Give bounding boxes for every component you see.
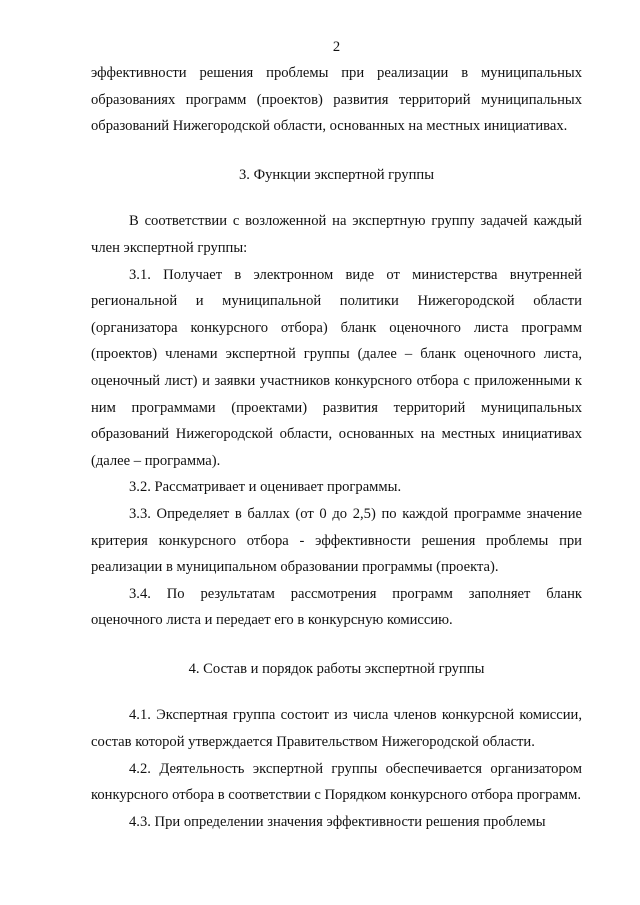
spacer <box>91 188 582 208</box>
spacer <box>91 634 582 656</box>
section-3-item: 3.3. Определяет в баллах (от 0 до 2,5) по каждой программе значение критерия конкурсного отбора - эффективности решения проблемы при реализации в муниципальном образовании программы (проекта). <box>91 505 582 576</box>
section-4-heading: 4. Состав и порядок работы экспертной группы <box>188 660 485 677</box>
section-3-heading: 3. Функции экспертной группы <box>238 166 434 183</box>
page-number: 2 <box>332 39 341 55</box>
spacer <box>91 682 582 702</box>
section-3-item: 3.2. Рассматривает и оценивает программы. <box>129 479 402 496</box>
section-3-item: 3.1. Получает в электронном виде от министерства внутренней региональной и муниципальной политики Нижегородской области (организатора конкурсного отбора) бланк оценочного листа программ (проектов) членами экспертной группы (далее – бланк оценочного листа, оценочный лист) и заявки участников конкурсного отбора с приложенными к ним программами (проектами) развития территорий муниципальных образований Нижегородской области, основанных на местных инициативах (далее – программа). <box>91 266 582 469</box>
intro-paragraph: эффективности решения проблемы при реализации в муниципальных образованиях программ (проектов) развития территорий муниципальных образований Нижегородской области, основанных на местных инициативах. <box>91 65 582 135</box>
section-4-item: 4.2. Деятельность экспертной группы обеспечивается организатором конкурсного отбора в соответствии с Порядком конкурсного отбора программ. <box>91 760 582 804</box>
section-3-item: 3.4. По результатам рассмотрения программ заполняет бланк оценочного листа и передает его в конкурсную комиссию. <box>91 585 582 629</box>
spacer <box>91 140 582 162</box>
section-4-item: 4.3. При определении значения эффективности решения проблемы <box>129 813 546 830</box>
section-3-lead: В соответствии с возложенной на экспертную группу задачей каждый член экспертной группы: <box>91 213 582 256</box>
section-4-item: 4.1. Экспертная группа состоит из числа членов конкурсной комиссии, состав которой утверждается Правительством Нижегородской области. <box>91 707 582 751</box>
